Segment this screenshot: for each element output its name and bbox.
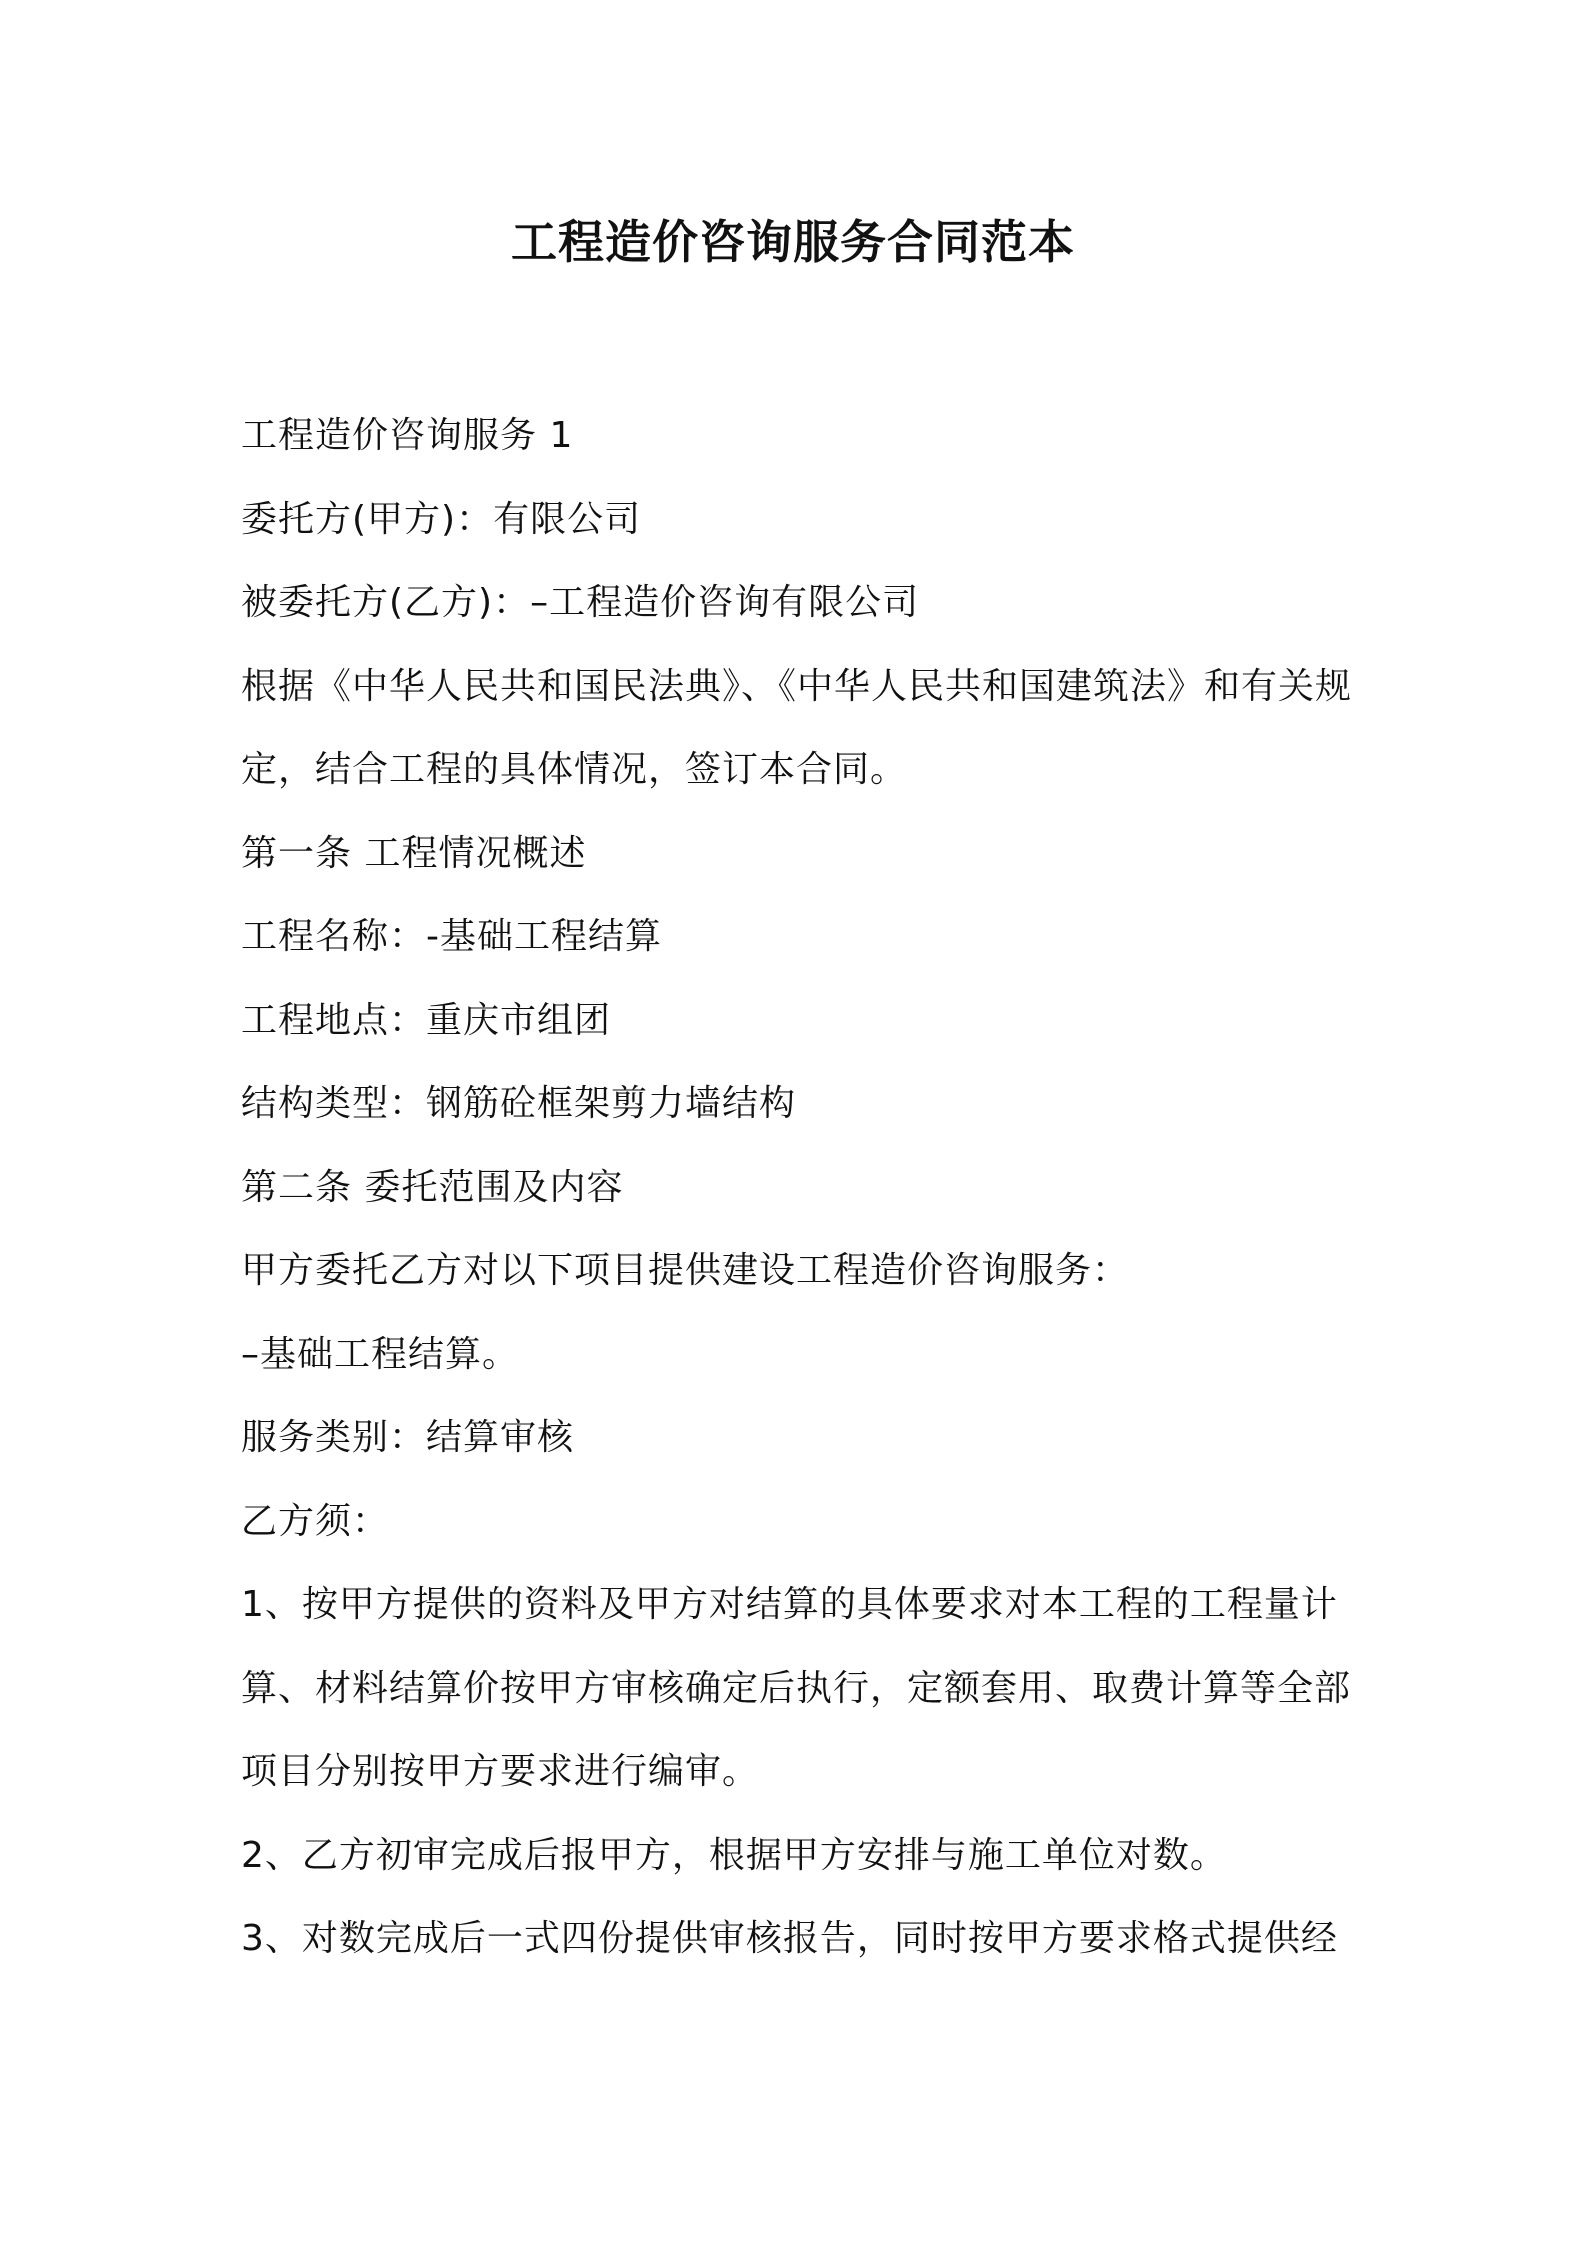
- article-2-heading: 第二条 委托范围及内容: [241, 1166, 624, 1208]
- client-party-line: 委托方(甲方)：有限公司: [241, 498, 642, 540]
- document-title: 工程造价咨询服务合同范本: [511, 215, 1075, 269]
- service-category-line: 服务类别：结算审核: [241, 1417, 575, 1458]
- duty-1-line-2: 算、材料结算价按甲方审核确定后执行，定额套用、取费计算等全部: [241, 1667, 1352, 1709]
- legal-basis-line-2: 定，结合工程的具体情况，签订本合同。: [241, 749, 908, 790]
- project-location-line: 工程地点：重庆市组团: [241, 999, 612, 1041]
- service-heading: 工程造价咨询服务 1: [241, 415, 574, 456]
- project-name-line: 工程名称：-基础工程结算: [241, 916, 662, 957]
- structure-type-line: 结构类型：钢筋砼框架剪力墙结构: [241, 1083, 797, 1124]
- duty-1-line-3: 项目分别按甲方要求进行编审。: [241, 1751, 760, 1792]
- legal-basis-line-1: 根据《中华人民共和国民法典》、《中华人民共和国建筑法》和有关规: [241, 665, 1353, 707]
- article-1-heading: 第一条 工程情况概述: [241, 832, 587, 874]
- duty-1-line-1: 1、按甲方提供的资料及甲方对结算的具体要求对本工程的工程量计: [241, 1584, 1338, 1625]
- contractor-duties-heading: 乙方须：: [241, 1500, 390, 1542]
- duty-3-line: 3、对数完成后一式四份提供审核报告，同时按甲方要求格式提供经: [241, 1918, 1338, 1959]
- document-body: [241, 404, 1361, 1991]
- duty-2-line: 2、乙方初审完成后报甲方，根据甲方安排与施工单位对数。: [241, 1834, 1227, 1876]
- scope-intro-line: 甲方委托乙方对以下项目提供建设工程造价咨询服务：: [241, 1250, 1130, 1291]
- contractor-party-line: 被委托方(乙方)：–工程造价咨询有限公司: [241, 582, 920, 623]
- scope-item-line: –基础工程结算。: [241, 1333, 520, 1375]
